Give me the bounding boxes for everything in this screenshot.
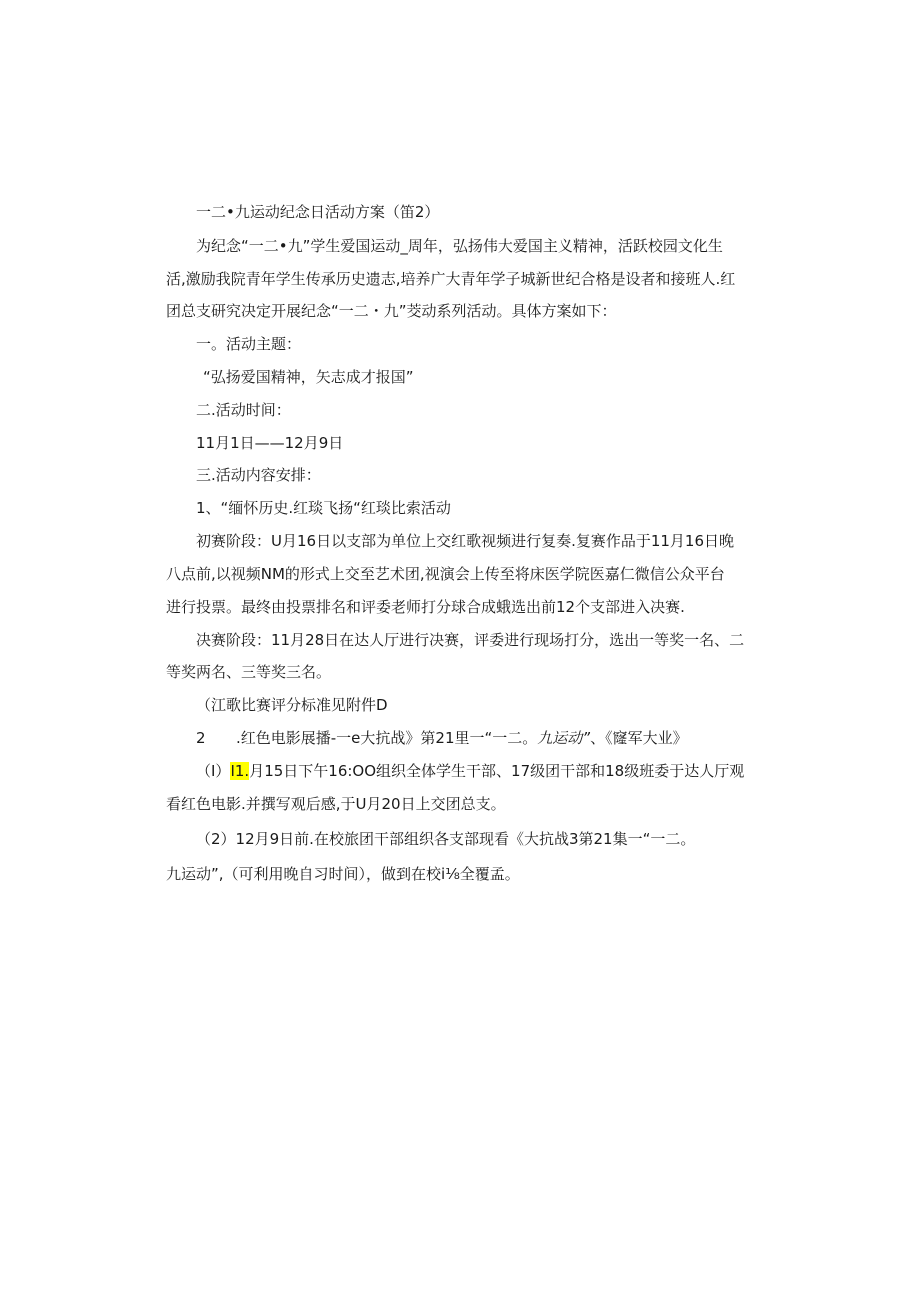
- item2-sub2-line-2: 九运动”,（可利用晚自习时间），做到在校i⅛全覆孟。: [166, 865, 520, 883]
- intro-line-3: 团总支研究决定开展纪念“一二・九”茭动系列活动。具体方案如下：: [166, 302, 617, 320]
- item2-title-tail: 、《窿军大业》: [590, 729, 688, 747]
- section1-heading: 一。活动主题：: [196, 335, 302, 353]
- intro-line-2: 活,激励我院青年学生传承历史遗志,培养广大青年学子城新世纪合格是设者和接班人.红: [166, 270, 736, 288]
- item1-title: 1、“缅怀历史.红琰飞扬“红琰比索活动: [196, 499, 451, 517]
- section2-time: 11月1日——12月9日: [196, 434, 344, 452]
- item2-sub1-prefix: （I）: [196, 762, 231, 780]
- item2-title-italic: 九运动”: [537, 729, 591, 747]
- doc-title: 一二•九运动纪念日活动方案（笛2）: [196, 203, 440, 221]
- item2-title-main: .红色电影展播-一e大抗战》第21里一“一二。: [236, 729, 538, 747]
- item1-prelim-line-2: 八点前,以视频NM的形式上交至艺术团,视演会上传至将床医学院医嘉仁微信公众平台: [166, 565, 725, 583]
- intro-line-1: 为纪念“一二•九”学生爱国运动_周年，弘扬伟大爱国主义精神，活跃校园文化生: [196, 237, 723, 255]
- item2-sub1-line-1: [196, 761, 744, 781]
- item2-number: 2: [196, 729, 206, 747]
- item2-sub1-highlight: I1.: [230, 762, 250, 780]
- item1-prelim-line-1: 初赛阶段：U月16日以支部为单位上交红歌视频进行复奏.复赛作品于11月16日晚: [196, 532, 735, 550]
- section2-heading: 二.活动时间：: [196, 401, 291, 419]
- item1-note: （江歌比赛评分标准见附件D: [196, 696, 388, 714]
- item1-prelim-line-3: 进行投票。最终由投票排名和评委老师打分球合成蛾选出前12个支部进入决赛.: [166, 598, 685, 616]
- section1-theme: “弘扬爱国精神，矢志成才报国”: [203, 368, 414, 386]
- item1-final-line-1: 决赛阶段：11月28日在达人厅进行决赛，评委进行现场打分，选出一等奖一名、二: [196, 631, 745, 649]
- item1-final-line-2: 等奖两名、三等奖三名。: [166, 663, 332, 681]
- item2-sub1-line-2: 看红色电影.并撰写观后感,于U月20日上交团总支。: [166, 795, 506, 813]
- item2-title: [196, 728, 688, 748]
- item2-sub2-line-1: （2）12月9日前.在校旅团干部组织各支部现看《大抗战3第21集一“一二。: [196, 830, 696, 848]
- item2-sub1-rest: 月15日下午16:OO组织全体学生干部、17级团干部和18级班委于达人厅观: [249, 762, 745, 780]
- section3-heading: 三.活动内容安排：: [196, 466, 321, 484]
